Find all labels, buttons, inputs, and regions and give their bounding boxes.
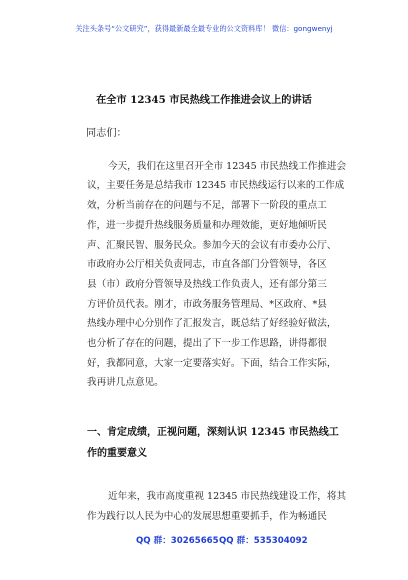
paragraph-line: 作为践行以人民为中心的发展思想重要抓手，作为畅通民 — [87, 511, 327, 522]
qq-group-2: QQ 群：535304092 — [219, 536, 308, 546]
document-title: 在全市 12345 市民热线工作推进会议上的讲话 — [96, 94, 312, 106]
paragraph-line: 市政府办公厅相关负责同志，市直各部门分管领导，各区 — [87, 259, 327, 270]
header-banner: 关注头条号“公文研究”，获得最新最全最专业的公文资料库！ 微信：gongwenyj — [75, 24, 333, 33]
qq-group-1: QQ 群：30265665 — [136, 536, 219, 546]
paragraph-line: 好，我都同意，大家一定要落实好。下面，结合工作实际， — [87, 358, 337, 369]
section-heading-line: 作的重要意义 — [87, 448, 147, 459]
paragraph-line: 热线办理中心分别作了汇报发言，既总结了好经验好做法， — [87, 318, 337, 329]
salutation: 同志们： — [86, 128, 127, 139]
paragraph-line: 声、汇聚民智、服务民众。参加今天的会议有市委办公厅、 — [87, 240, 337, 251]
paragraph-line: 也分析了存在的问题，提出了下一步工作思路，讲得都很 — [87, 338, 327, 349]
section-heading-line: 一、肯定成绩，正视问题，深刻认识 12345 市民热线工 — [87, 427, 339, 438]
paragraph-line: 方评价员代表。刚才，市政务服务管理局、*区政府、*县 — [87, 299, 327, 310]
paragraph-line: 议，主要任务是总结我市 12345 市民热线运行以来的工作成 — [87, 180, 345, 191]
paragraph-line: 我再讲几点意见。 — [87, 377, 164, 388]
paragraph-line: 作，进一步提升热线服务质量和办理效能，更好地倾听民 — [87, 220, 327, 231]
paragraph-line: 今天，我们在这里召开全市 12345 市民热线工作推进会 — [108, 161, 347, 172]
paragraph-line: 近年来，我市高度重视 12345 市民热线建设工作，将其 — [108, 491, 347, 502]
paragraph-line: 效，分析当前存在的问题与不足，部署下一阶段的重点工 — [87, 200, 327, 211]
paragraph-line: 县（市）政府分管领导及热线工作负责人，还有部分第三 — [87, 279, 327, 290]
